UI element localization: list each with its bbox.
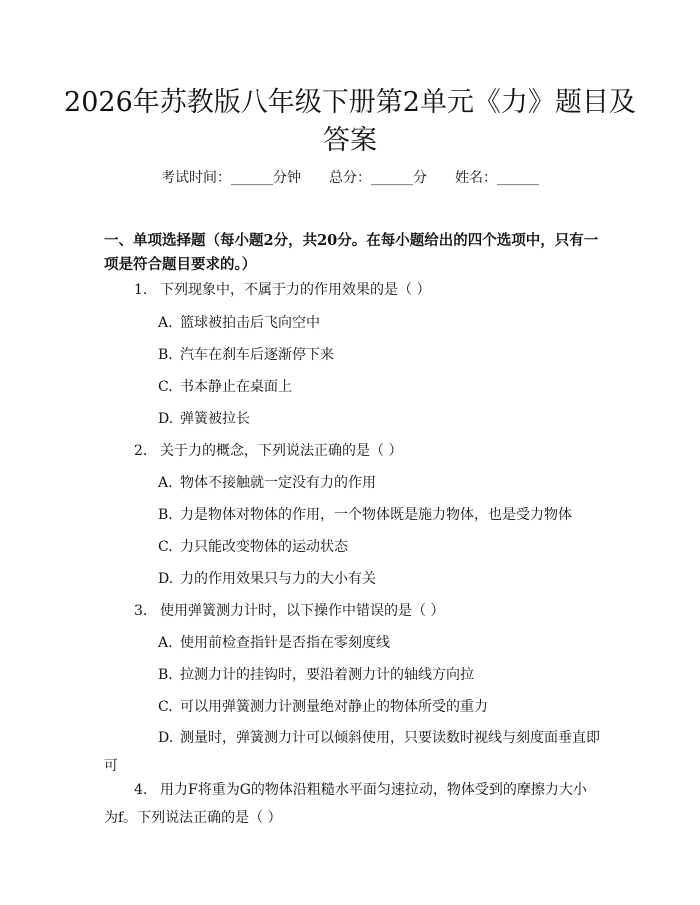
question-text: 下列现象中，不属于力的作用效果的是（ ） [160,282,431,298]
option-2c [158,537,600,557]
option-letter: C. [158,379,173,395]
option-text: 物体不接触就一定没有力的作用 [180,475,376,491]
option-text: 弹簧被拉长 [180,411,250,427]
option-1b [158,345,600,365]
question-2 [134,441,604,461]
option-letter: B. [158,347,173,363]
question-number: 1. [134,282,148,298]
option-letter: C. [158,699,173,715]
question-4 [104,776,600,832]
option-letter: D. [158,730,174,746]
option-letter: B. [158,667,173,683]
exam-time: 考试时间：______分钟 [161,170,301,186]
option-text: 拉测力计的挂钩时，要沿着测力计的轴线方向拉 [180,667,474,683]
option-2d [158,569,600,589]
option-text: 篮球被拍击后飞向空中 [180,315,320,331]
question-number: 3. [134,603,148,619]
question-1 [134,280,604,300]
page-title: 2026年苏教版八年级下册第2单元《力》题目及答案 [64,87,636,156]
question-3 [134,601,604,621]
option-3b [158,665,600,685]
option-text: 力的作用效果只与力的大小有关 [180,571,376,587]
option-text: 力是物体对物体的作用，一个物体既是施力物体，也是受力物体 [180,507,572,523]
option-text: 可以用弹簧测力计测量绝对静止的物体所受的重力 [180,699,488,715]
question-number: 4. [134,782,148,798]
question-text: 使用弹簧测力计时，以下操作中错误的是（ ） [160,603,445,619]
option-letter: C. [158,539,173,555]
option-1c [158,377,600,397]
section-heading: 一、单项选择题（每小题2分，共20分。在每小题给出的四个选项中，只有一项是符合题目要求的。） [104,232,599,273]
option-letter: A. [158,635,173,651]
option-2b [158,505,600,525]
option-3a [158,633,600,653]
question-number: 2. [134,443,148,459]
option-letter: B. [158,507,173,523]
option-text: 汽车在刹车后逐渐停下来 [180,347,334,363]
option-2a [158,473,600,493]
option-text: 书本静止在桌面上 [180,379,292,395]
option-1d [158,409,600,429]
option-letter: D. [158,411,174,427]
option-1a [158,313,600,333]
option-text: 力只能改变物体的运动状态 [180,539,348,555]
question-text: 关于力的概念，下列说法正确的是（ ） [160,443,403,459]
option-letter: A. [158,315,173,331]
question-text: 用力F将重为G的物体沿粗糙水平面匀速拉动，物体受到的摩擦力大小为f。下列说法正确的是（ ） [104,782,587,826]
student-name: 姓名：______ [455,170,539,186]
option-text: 测量时，弹簧测力计可以倾斜使用，只要读数时视线与刻度面垂直即可 [104,730,600,774]
option-letter: D. [158,571,174,587]
option-text: 使用前检查指针是否指在零刻度线 [180,635,390,651]
exam-meta [0,168,700,188]
option-3c [158,697,600,717]
total-score: 总分：______分 [329,170,427,186]
option-letter: A. [158,475,173,491]
option-3d [104,724,600,780]
